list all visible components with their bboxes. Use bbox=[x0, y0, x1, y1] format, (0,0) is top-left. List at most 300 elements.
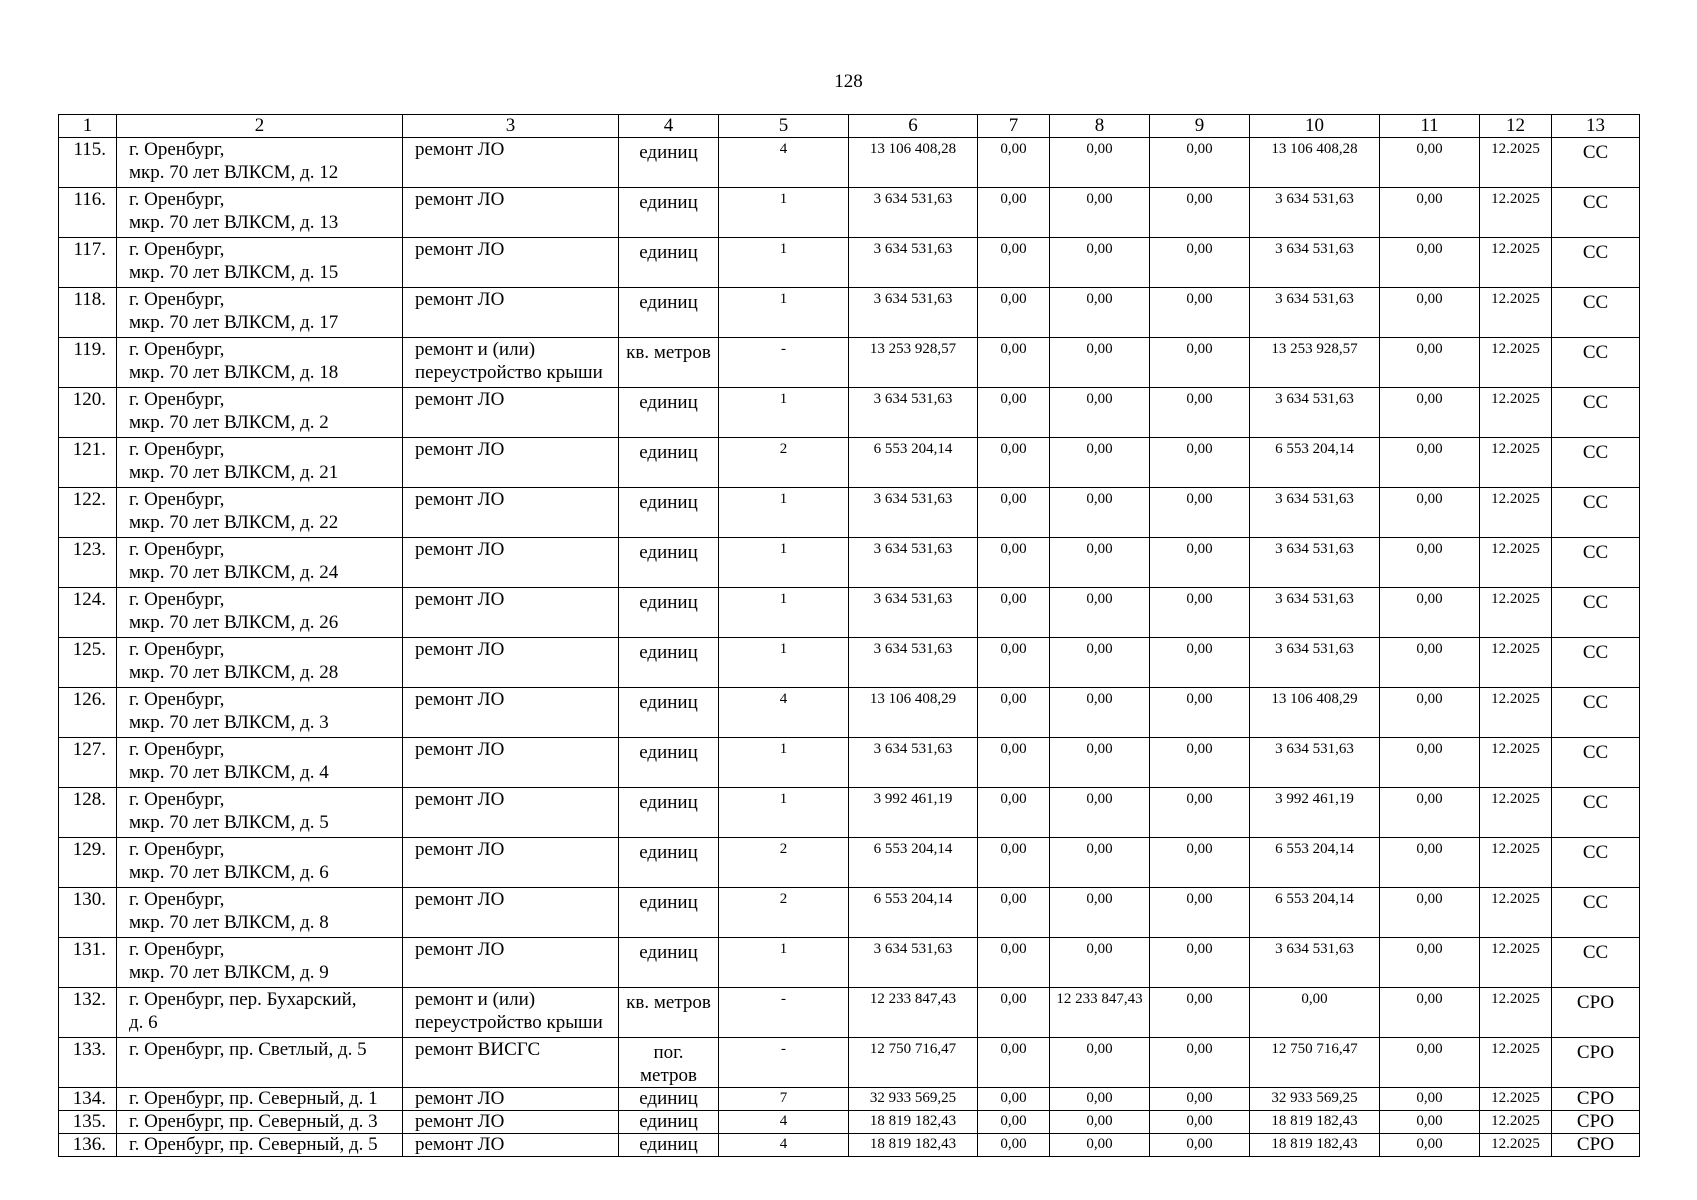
fund-cell bbox=[1050, 138, 1150, 188]
table-row bbox=[59, 1038, 1640, 1088]
fund-cell-text: 0,00 bbox=[1416, 1041, 1443, 1057]
unit-cell-text: единиц bbox=[639, 792, 698, 813]
quantity-cell bbox=[719, 138, 849, 188]
unit-cell-text: единиц bbox=[639, 742, 698, 763]
deadline-cell bbox=[1480, 588, 1552, 638]
total-cost-cell bbox=[849, 738, 978, 788]
total-cost-cell-text: 3 634 531,63 bbox=[873, 741, 953, 757]
unit-cell-text: единиц bbox=[639, 142, 698, 163]
address-cell-text: мкр. 70 лет ВЛКСМ, д. 22 bbox=[129, 512, 339, 533]
fund-cell-text: 0,00 bbox=[1416, 391, 1443, 407]
fund-method-cell bbox=[1552, 388, 1640, 438]
fund-cell-text: 0,00 bbox=[1186, 541, 1213, 557]
deadline-cell bbox=[1480, 938, 1552, 988]
work-type-cell-text: ремонт ЛО bbox=[415, 689, 505, 710]
fund-cell bbox=[978, 938, 1050, 988]
unit-cell bbox=[619, 1134, 719, 1157]
address-cell bbox=[117, 188, 403, 238]
deadline-cell-text: 12.2025 bbox=[1491, 491, 1540, 507]
deadline-cell-text: 12.2025 bbox=[1491, 541, 1540, 557]
deadline-cell bbox=[1480, 988, 1552, 1038]
address-cell-text: мкр. 70 лет ВЛКСМ, д. 3 bbox=[129, 712, 329, 733]
quantity-cell bbox=[719, 438, 849, 488]
fund-cell-text: 0,00 bbox=[1000, 1090, 1027, 1106]
column-header: 9 bbox=[1150, 115, 1250, 138]
fund-cell bbox=[978, 288, 1050, 338]
fund-cell-text: 0,00 bbox=[1416, 1113, 1443, 1129]
deadline-cell bbox=[1480, 188, 1552, 238]
address-cell-text: г. Оренбург, bbox=[129, 689, 225, 710]
fund-cell-text: 0,00 bbox=[1000, 491, 1027, 507]
unit-cell bbox=[619, 1038, 719, 1088]
address-cell bbox=[117, 888, 403, 938]
fund-cell bbox=[1380, 338, 1480, 388]
fund-method-cell-text: СС bbox=[1582, 542, 1609, 563]
fund-cell-text: 0,00 bbox=[1000, 1113, 1027, 1129]
quantity-cell bbox=[719, 1038, 849, 1088]
fund-method-cell-text: СС bbox=[1582, 242, 1609, 263]
fund-cell bbox=[1250, 1038, 1380, 1088]
unit-cell-text: единиц bbox=[639, 242, 698, 263]
column-header: 1 bbox=[59, 115, 117, 138]
total-cost-cell-text: 13 106 408,29 bbox=[869, 691, 957, 707]
address-cell bbox=[117, 638, 403, 688]
fund-cell bbox=[978, 738, 1050, 788]
unit-cell-text: единиц bbox=[639, 392, 698, 413]
address-cell-text: г. Оренбург, пр. Северный, д. 5 bbox=[129, 1134, 378, 1155]
fund-cell-text: 3 992 461,19 bbox=[1275, 791, 1354, 807]
fund-cell-text: 0,00 bbox=[1416, 341, 1443, 357]
column-number-header-row bbox=[59, 115, 1640, 138]
row-number-cell-text: 123. bbox=[72, 539, 106, 560]
fund-cell bbox=[1150, 188, 1250, 238]
fund-cell bbox=[978, 138, 1050, 188]
total-cost-cell-text: 3 634 531,63 bbox=[873, 291, 953, 307]
table-row bbox=[59, 238, 1640, 288]
row-number-cell-text: 121. bbox=[72, 439, 106, 460]
total-cost-cell-text: 3 634 531,63 bbox=[873, 541, 953, 557]
total-cost-cell bbox=[849, 1111, 978, 1134]
work-type-cell-text: ремонт ЛО bbox=[415, 889, 505, 910]
unit-cell-text: единиц bbox=[639, 1088, 698, 1109]
address-cell bbox=[117, 438, 403, 488]
fund-cell bbox=[1050, 988, 1150, 1038]
table-row bbox=[59, 638, 1640, 688]
address-cell-text: мкр. 70 лет ВЛКСМ, д. 24 bbox=[129, 562, 339, 583]
column-header: 3 bbox=[403, 115, 619, 138]
total-cost-cell bbox=[849, 838, 978, 888]
row-number-cell-text: 117. bbox=[73, 239, 106, 260]
fund-cell bbox=[1150, 1111, 1250, 1134]
quantity-cell bbox=[719, 388, 849, 438]
fund-cell-text: 0,00 bbox=[1086, 441, 1113, 457]
quantity-cell-text: 4 bbox=[779, 691, 788, 707]
row-number-cell bbox=[59, 288, 117, 338]
deadline-cell-text: 12.2025 bbox=[1491, 991, 1540, 1007]
work-type-cell bbox=[403, 338, 619, 388]
quantity-cell-text: 1 bbox=[779, 941, 788, 957]
deadline-cell-text: 12.2025 bbox=[1491, 791, 1540, 807]
fund-cell-text: 0,00 bbox=[1086, 641, 1113, 657]
fund-cell bbox=[1050, 838, 1150, 888]
total-cost-cell-text: 6 553 204,14 bbox=[873, 841, 953, 857]
quantity-cell-text: 1 bbox=[779, 291, 788, 307]
unit-cell bbox=[619, 288, 719, 338]
deadline-cell-text: 12.2025 bbox=[1491, 941, 1540, 957]
fund-cell-text: 0,00 bbox=[1000, 591, 1027, 607]
row-number-cell bbox=[59, 738, 117, 788]
fund-cell bbox=[1380, 988, 1480, 1038]
fund-cell-text: 0,00 bbox=[1086, 891, 1113, 907]
fund-cell bbox=[1380, 938, 1480, 988]
work-type-cell bbox=[403, 688, 619, 738]
fund-method-cell bbox=[1552, 338, 1640, 388]
fund-cell-text: 0,00 bbox=[1086, 241, 1113, 257]
total-cost-cell bbox=[849, 238, 978, 288]
fund-cell-text: 0,00 bbox=[1000, 691, 1027, 707]
fund-cell bbox=[1150, 138, 1250, 188]
fund-method-cell-text: СРО bbox=[1576, 1088, 1615, 1109]
quantity-cell bbox=[719, 1111, 849, 1134]
row-number-cell bbox=[59, 338, 117, 388]
quantity-cell bbox=[719, 188, 849, 238]
quantity-cell-text: 4 bbox=[779, 141, 788, 157]
fund-method-cell-text: СС bbox=[1582, 392, 1609, 413]
column-header: 10 bbox=[1250, 115, 1380, 138]
quantity-cell-text: 2 bbox=[779, 841, 788, 857]
fund-cell bbox=[978, 788, 1050, 838]
deadline-cell bbox=[1480, 788, 1552, 838]
work-type-cell bbox=[403, 1111, 619, 1134]
column-header: 13 bbox=[1552, 115, 1640, 138]
fund-cell-text: 3 634 531,63 bbox=[1275, 541, 1354, 557]
deadline-cell bbox=[1480, 838, 1552, 888]
fund-cell bbox=[978, 588, 1050, 638]
fund-cell-text: 0,00 bbox=[1086, 191, 1113, 207]
quantity-cell bbox=[719, 1134, 849, 1157]
total-cost-cell bbox=[849, 488, 978, 538]
fund-cell-text: 3 634 531,63 bbox=[1275, 941, 1354, 957]
deadline-cell-text: 12.2025 bbox=[1491, 141, 1540, 157]
fund-method-cell bbox=[1552, 638, 1640, 688]
page-number: 128 bbox=[834, 71, 863, 92]
deadline-cell bbox=[1480, 1134, 1552, 1157]
fund-cell-text: 0,00 bbox=[1086, 741, 1113, 757]
unit-cell bbox=[619, 438, 719, 488]
fund-method-cell-text: СРО bbox=[1576, 1042, 1615, 1063]
fund-cell-text: 0,00 bbox=[1416, 891, 1443, 907]
fund-cell-text: 0,00 bbox=[1086, 841, 1113, 857]
fund-cell bbox=[1150, 638, 1250, 688]
fund-method-cell-text: СС bbox=[1582, 492, 1609, 513]
table-row bbox=[59, 1111, 1640, 1134]
address-cell-text: г. Оренбург, bbox=[129, 589, 225, 610]
fund-cell-text: 12 233 847,43 bbox=[1056, 991, 1143, 1007]
fund-cell-text: 32 933 569,25 bbox=[1271, 1090, 1358, 1106]
address-cell bbox=[117, 1134, 403, 1157]
table-body bbox=[59, 115, 1640, 1157]
unit-cell bbox=[619, 188, 719, 238]
fund-cell bbox=[1250, 738, 1380, 788]
work-type-cell bbox=[403, 1134, 619, 1157]
unit-cell bbox=[619, 838, 719, 888]
fund-cell-text: 0,00 bbox=[1086, 491, 1113, 507]
fund-cell-text: 0,00 bbox=[1186, 841, 1213, 857]
quantity-cell bbox=[719, 1088, 849, 1111]
fund-cell bbox=[1050, 288, 1150, 338]
total-cost-cell bbox=[849, 538, 978, 588]
fund-method-cell bbox=[1552, 238, 1640, 288]
deadline-cell bbox=[1480, 338, 1552, 388]
quantity-cell-text: 1 bbox=[779, 641, 788, 657]
unit-cell-text: пог. bbox=[653, 1042, 684, 1063]
fund-cell-text: 0,00 bbox=[1000, 791, 1027, 807]
row-number-cell-text: 122. bbox=[72, 489, 106, 510]
row-number-cell-text: 131. bbox=[72, 939, 106, 960]
fund-cell-text: 6 553 204,14 bbox=[1275, 891, 1354, 907]
fund-cell bbox=[978, 988, 1050, 1038]
fund-method-cell-text: СРО bbox=[1576, 1134, 1615, 1155]
fund-cell-text: 3 634 531,63 bbox=[1275, 241, 1354, 257]
unit-cell bbox=[619, 788, 719, 838]
fund-cell-text: 0,00 bbox=[1416, 1136, 1443, 1152]
row-number-cell-text: 120. bbox=[72, 389, 106, 410]
quantity-cell bbox=[719, 288, 849, 338]
address-cell-text: г. Оренбург, bbox=[129, 339, 225, 360]
table-row bbox=[59, 388, 1640, 438]
fund-cell bbox=[1150, 538, 1250, 588]
quantity-cell-text: 1 bbox=[779, 491, 788, 507]
row-number-cell-text: 115. bbox=[73, 139, 106, 160]
work-type-cell-text: ремонт ВИСГС bbox=[415, 1039, 541, 1060]
row-number-cell bbox=[59, 438, 117, 488]
row-number-cell bbox=[59, 1111, 117, 1134]
work-type-cell bbox=[403, 138, 619, 188]
fund-cell-text: 0,00 bbox=[1000, 291, 1027, 307]
total-cost-cell-text: 3 634 531,63 bbox=[873, 191, 953, 207]
address-cell bbox=[117, 838, 403, 888]
quantity-cell-text: 7 bbox=[779, 1090, 788, 1106]
address-cell-text: г. Оренбург, bbox=[129, 889, 225, 910]
unit-cell bbox=[619, 1111, 719, 1134]
fund-cell bbox=[1250, 838, 1380, 888]
work-type-cell bbox=[403, 538, 619, 588]
fund-cell-text: 0,00 bbox=[1086, 1113, 1113, 1129]
deadline-cell bbox=[1480, 1111, 1552, 1134]
quantity-cell-text: 2 bbox=[779, 441, 788, 457]
row-number-cell bbox=[59, 188, 117, 238]
quantity-cell-text: 1 bbox=[779, 541, 788, 557]
total-cost-cell bbox=[849, 938, 978, 988]
work-type-cell bbox=[403, 388, 619, 438]
unit-cell bbox=[619, 888, 719, 938]
fund-cell-text: 0,00 bbox=[1186, 191, 1213, 207]
quantity-cell bbox=[719, 838, 849, 888]
fund-cell bbox=[1380, 1038, 1480, 1088]
fund-cell-text: 0,00 bbox=[1186, 341, 1213, 357]
work-type-cell bbox=[403, 238, 619, 288]
address-cell-text: г. Оренбург, bbox=[129, 289, 225, 310]
address-cell bbox=[117, 1088, 403, 1111]
fund-cell bbox=[1250, 388, 1380, 438]
fund-cell bbox=[978, 1111, 1050, 1134]
fund-cell-text: 0,00 bbox=[1000, 941, 1027, 957]
fund-method-cell bbox=[1552, 688, 1640, 738]
address-cell-text: мкр. 70 лет ВЛКСМ, д. 12 bbox=[129, 162, 339, 183]
address-cell-text: мкр. 70 лет ВЛКСМ, д. 28 bbox=[129, 662, 339, 683]
fund-method-cell bbox=[1552, 838, 1640, 888]
fund-cell bbox=[1150, 238, 1250, 288]
column-header: 6 bbox=[849, 115, 978, 138]
fund-method-cell bbox=[1552, 788, 1640, 838]
fund-cell-text: 0,00 bbox=[1186, 1090, 1213, 1106]
column-header: 8 bbox=[1050, 115, 1150, 138]
table-row bbox=[59, 288, 1640, 338]
fund-cell bbox=[1380, 738, 1480, 788]
total-cost-cell bbox=[849, 1134, 978, 1157]
fund-cell-text: 3 634 531,63 bbox=[1275, 741, 1354, 757]
fund-method-cell bbox=[1552, 738, 1640, 788]
fund-cell-text: 0,00 bbox=[1416, 1090, 1443, 1106]
address-cell-text: мкр. 70 лет ВЛКСМ, д. 13 bbox=[129, 212, 339, 233]
unit-cell-text: единиц bbox=[639, 492, 698, 513]
work-type-cell-text: ремонт ЛО bbox=[415, 839, 505, 860]
fund-cell bbox=[1380, 238, 1480, 288]
row-number-cell-text: 132. bbox=[72, 989, 106, 1010]
fund-cell bbox=[1150, 1088, 1250, 1111]
fund-cell bbox=[1050, 438, 1150, 488]
work-type-cell bbox=[403, 588, 619, 638]
fund-cell-text: 0,00 bbox=[1086, 941, 1113, 957]
fund-cell-text: 0,00 bbox=[1416, 791, 1443, 807]
work-type-cell-text: ремонт ЛО bbox=[415, 639, 505, 660]
address-cell bbox=[117, 238, 403, 288]
fund-cell-text: 0,00 bbox=[1416, 441, 1443, 457]
total-cost-cell bbox=[849, 1038, 978, 1088]
unit-cell bbox=[619, 338, 719, 388]
address-cell-text: г. Оренбург, bbox=[129, 239, 225, 260]
total-cost-cell-text: 3 634 531,63 bbox=[873, 491, 953, 507]
fund-cell bbox=[1250, 438, 1380, 488]
deadline-cell-text: 12.2025 bbox=[1491, 241, 1540, 257]
fund-cell-text: 0,00 bbox=[1416, 291, 1443, 307]
fund-method-cell-text: СС bbox=[1582, 842, 1609, 863]
fund-cell-text: 0,00 bbox=[1186, 491, 1213, 507]
deadline-cell-text: 12.2025 bbox=[1491, 191, 1540, 207]
row-number-cell bbox=[59, 938, 117, 988]
unit-cell-text: единиц bbox=[639, 692, 698, 713]
fund-cell bbox=[1050, 638, 1150, 688]
unit-cell bbox=[619, 488, 719, 538]
quantity-cell-text: 1 bbox=[779, 191, 788, 207]
address-cell-text: г. Оренбург, пр. Северный, д. 3 bbox=[129, 1111, 378, 1132]
fund-method-cell-text: СС bbox=[1582, 942, 1609, 963]
address-cell-text: г. Оренбург, пр. Светлый, д. 5 bbox=[129, 1039, 367, 1060]
fund-cell bbox=[978, 1134, 1050, 1157]
total-cost-cell bbox=[849, 138, 978, 188]
fund-cell-text: 13 106 408,28 bbox=[1271, 141, 1358, 157]
fund-cell bbox=[1380, 288, 1480, 338]
total-cost-cell-text: 18 819 182,43 bbox=[869, 1113, 957, 1129]
row-number-cell-text: 129. bbox=[72, 839, 106, 860]
quantity-cell bbox=[719, 538, 849, 588]
fund-cell bbox=[978, 338, 1050, 388]
table-row bbox=[59, 588, 1640, 638]
fund-cell-text: 0,00 bbox=[1086, 391, 1113, 407]
address-cell-text: г. Оренбург, bbox=[129, 539, 225, 560]
total-cost-cell bbox=[849, 188, 978, 238]
fund-cell bbox=[1250, 338, 1380, 388]
fund-cell-text: 0,00 bbox=[1000, 391, 1027, 407]
fund-cell bbox=[1250, 888, 1380, 938]
quantity-cell bbox=[719, 738, 849, 788]
fund-cell-text: 0,00 bbox=[1416, 941, 1443, 957]
fund-cell bbox=[1250, 588, 1380, 638]
fund-method-cell-text: СС bbox=[1582, 692, 1609, 713]
quantity-cell-text: 1 bbox=[779, 591, 788, 607]
fund-cell bbox=[978, 188, 1050, 238]
work-type-cell bbox=[403, 738, 619, 788]
fund-cell bbox=[1380, 888, 1480, 938]
table-row bbox=[59, 438, 1640, 488]
unit-cell bbox=[619, 588, 719, 638]
fund-method-cell-text: СС bbox=[1582, 292, 1609, 313]
work-type-cell-text: ремонт ЛО bbox=[415, 439, 505, 460]
fund-cell-text: 0,00 bbox=[1416, 841, 1443, 857]
fund-cell bbox=[1380, 388, 1480, 438]
fund-cell bbox=[1050, 788, 1150, 838]
row-number-cell-text: 126. bbox=[72, 689, 106, 710]
fund-method-cell bbox=[1552, 188, 1640, 238]
fund-cell bbox=[1250, 988, 1380, 1038]
deadline-cell bbox=[1480, 538, 1552, 588]
work-type-cell-text: ремонт ЛО bbox=[415, 489, 505, 510]
row-number-cell bbox=[59, 838, 117, 888]
fund-cell-text: 13 106 408,29 bbox=[1271, 691, 1358, 707]
fund-method-cell bbox=[1552, 588, 1640, 638]
fund-cell bbox=[1380, 688, 1480, 738]
address-cell-text: г. Оренбург, bbox=[129, 639, 225, 660]
address-cell-text: мкр. 70 лет ВЛКСМ, д. 18 bbox=[129, 362, 339, 383]
total-cost-cell-text: 3 634 531,63 bbox=[873, 391, 953, 407]
work-type-cell-text: ремонт ЛО bbox=[415, 139, 505, 160]
deadline-cell bbox=[1480, 688, 1552, 738]
fund-cell bbox=[1150, 888, 1250, 938]
unit-cell-text: единиц bbox=[639, 192, 698, 213]
row-number-cell bbox=[59, 1134, 117, 1157]
fund-cell-text: 0,00 bbox=[1186, 291, 1213, 307]
fund-cell bbox=[978, 488, 1050, 538]
fund-cell-text: 0,00 bbox=[1186, 241, 1213, 257]
deadline-cell-text: 12.2025 bbox=[1491, 1041, 1540, 1057]
fund-cell-text: 0,00 bbox=[1086, 591, 1113, 607]
fund-cell-text: 0,00 bbox=[1000, 641, 1027, 657]
address-cell-text: мкр. 70 лет ВЛКСМ, д. 21 bbox=[129, 462, 339, 483]
fund-method-cell bbox=[1552, 1134, 1640, 1157]
deadline-cell bbox=[1480, 1088, 1552, 1111]
fund-cell-text: 0,00 bbox=[1416, 641, 1443, 657]
fund-cell bbox=[978, 838, 1050, 888]
work-type-cell bbox=[403, 838, 619, 888]
fund-cell bbox=[1380, 538, 1480, 588]
fund-cell bbox=[1150, 938, 1250, 988]
address-cell bbox=[117, 338, 403, 388]
fund-method-cell bbox=[1552, 138, 1640, 188]
fund-cell-text: 0,00 bbox=[1416, 541, 1443, 557]
quantity-cell bbox=[719, 888, 849, 938]
fund-cell bbox=[1050, 738, 1150, 788]
quantity-cell bbox=[719, 588, 849, 638]
